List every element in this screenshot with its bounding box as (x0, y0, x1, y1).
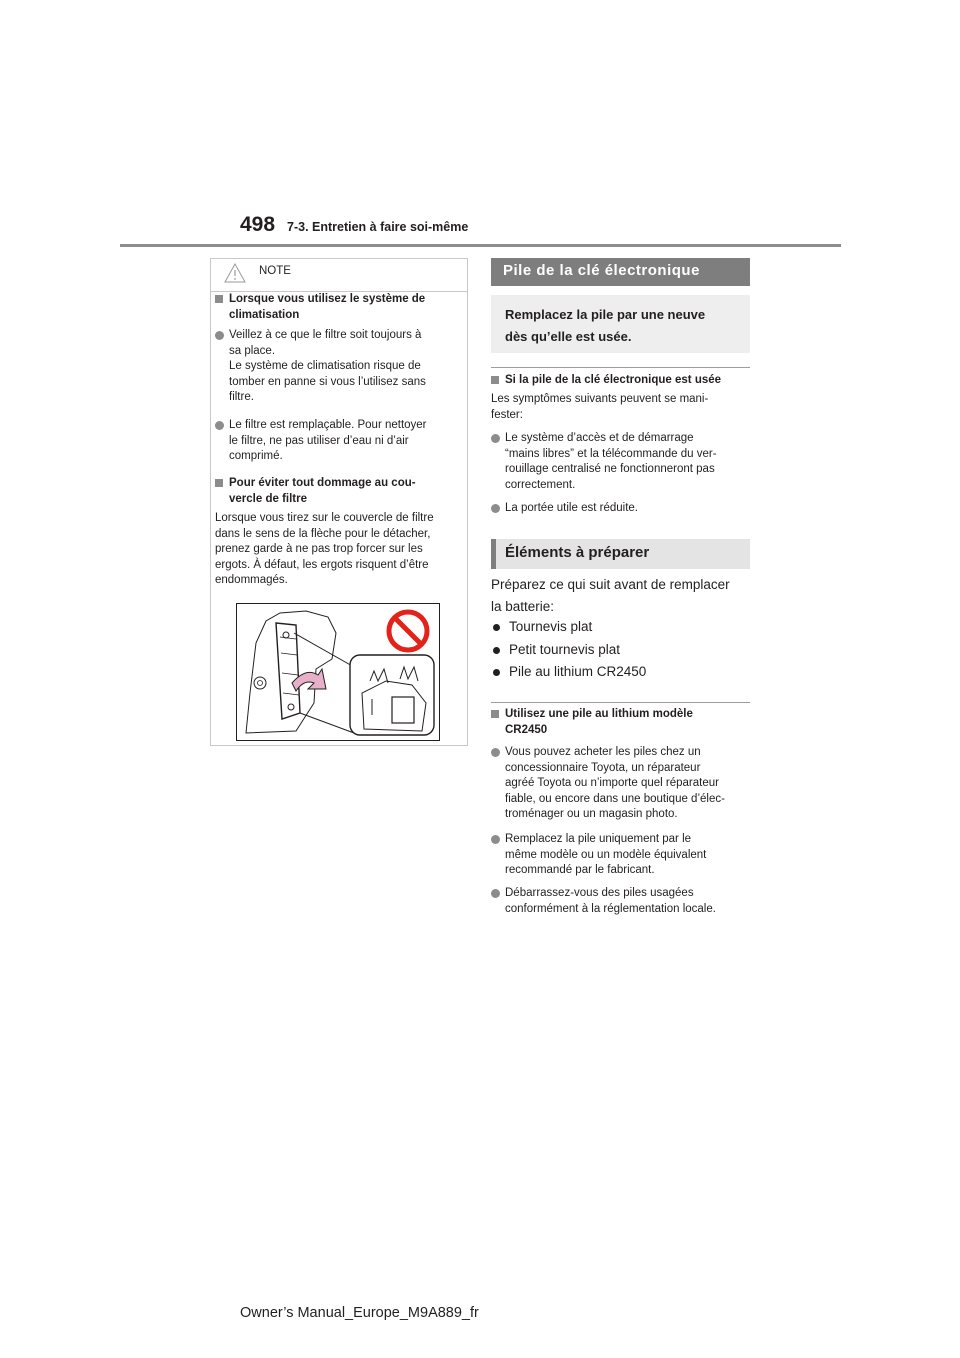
round-bullet-icon (493, 647, 500, 654)
symptoms-intro: Les symptômes suivants peuvent se mani- fester: (491, 393, 709, 421)
tool-item: Petit tournevis plat (493, 642, 620, 657)
elements-section-band (491, 539, 750, 569)
battery-bullet-where-to-buy: Vous pouvez acheter les piles chez un concessionnaire Toyota, un réparateur agréé Toyota ou n’importe quel réparateur fiable, ou encore dans une boutique d’élec- troménager ou un magasin photo. (491, 745, 753, 823)
header-rule (120, 244, 841, 247)
round-bullet-icon (493, 669, 500, 676)
divider (491, 367, 750, 368)
round-bullet-icon (491, 434, 500, 443)
footer-manual-id: Owner’s Manual_Europe_M9A889_fr (240, 1305, 479, 1321)
round-bullet-icon (215, 331, 224, 340)
note-label: NOTE (259, 265, 291, 277)
page-number: 498 (240, 213, 276, 236)
square-bullet-icon (491, 710, 499, 718)
round-bullet-icon (491, 748, 500, 757)
note-heading-filter-cover: Pour éviter tout dommage au cou- vercle de filtre (215, 475, 465, 507)
round-bullet-icon (215, 421, 224, 430)
note-paragraph: Lorsque vous tirez sur le couvercle de filtre dans le sens de la flèche pour le détacher, prenez garde à ne pas trop forcer sur les ergots. À défaut, les ergots risquent d’être endommagés. (215, 512, 434, 586)
heading-cr2450: Utilisez une pile au lithium modèle CR2450 (491, 706, 751, 738)
heading-battery-used: Si la pile de la clé électronique est usée (491, 372, 751, 388)
note-bullet-filter-place: Veillez à ce que le filtre soit toujours à sa place. Le système de climatisation risque de tomber en panne si vous l’utilisez sans filtre. (215, 328, 465, 406)
battery-section-band (491, 258, 750, 286)
round-bullet-icon (491, 835, 500, 844)
warning-icon (224, 263, 246, 283)
battery-bullet-disposal: Débarrassez-vous des piles usagées conformément à la réglementation locale. (491, 886, 753, 917)
round-bullet-icon (491, 889, 500, 898)
square-bullet-icon (215, 295, 223, 303)
square-bullet-icon (215, 479, 223, 487)
note-heading-climatisation: Lorsque vous utilisez le système de climatisation (215, 291, 465, 323)
summary-box (491, 295, 750, 353)
summary-line-2: dès qu’elle est usée. (505, 329, 632, 344)
symptom-bullet-1: Le système d’accès et de démarrage “mains libres” et la télécommande du ver- rouillage centralisé ne fonctionneront pas correctement. (491, 431, 751, 493)
summary-line-1: Remplacez la pile par une neuve (505, 307, 706, 322)
round-bullet-icon (493, 624, 500, 631)
square-bullet-icon (491, 376, 499, 384)
battery-bullet-replace-same: Remplacez la pile uniquement par le même modèle ou un modèle équivalent recommandé par le fabricant. (491, 832, 753, 879)
elements-section-title: Éléments à préparer (505, 544, 650, 561)
section-title: 7-3. Entretien à faire soi-même (287, 220, 469, 234)
round-bullet-icon (491, 504, 500, 513)
battery-section-title: Pile de la clé électronique (503, 262, 700, 279)
tool-item: Pile au lithium CR2450 (493, 664, 646, 679)
prep-text: Préparez ce qui suit avant de remplacer la batterie: (491, 577, 730, 614)
divider (491, 702, 750, 703)
note-bullet-filter-clean: Le filtre est remplaçable. Pour nettoyer le filtre, ne pas utiliser d’eau ni d’air comprimé. (215, 418, 465, 465)
note-header (211, 259, 467, 283)
symptom-bullet-2: La portée utile est réduite. (491, 501, 751, 517)
tool-item: Tournevis plat (493, 619, 592, 634)
filter-cover-illustration (236, 603, 440, 741)
